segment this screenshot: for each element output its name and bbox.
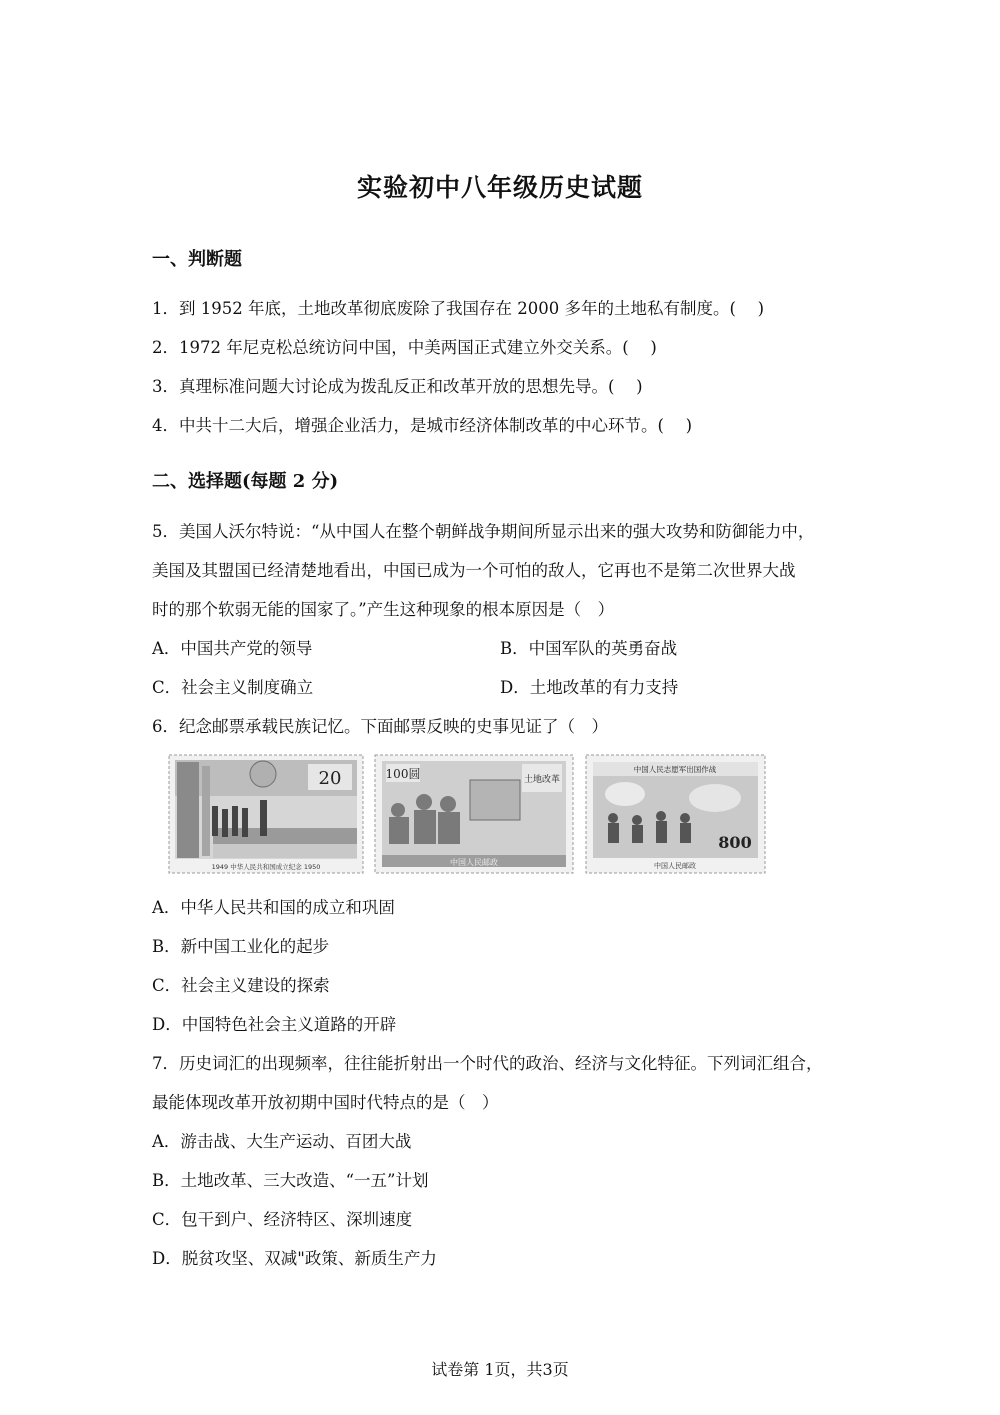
question-5-line-2: 美国及其盟国已经清楚地看出，中国已成为一个可怕的敌人，它再也不是第二次世界大战 xyxy=(152,561,796,580)
stamp-3-caption: 中国人民邮政 xyxy=(654,862,696,870)
stamp-1-caption: 1949 中华人民共和国成立纪念 1950 xyxy=(211,863,321,871)
q7-option-c: C．包干到户、经济特区、深圳速度 xyxy=(152,1210,413,1229)
question-7-line-2: 最能体现改革开放初期中国时代特点的是（ ） xyxy=(152,1093,499,1112)
q7-option-d: D．脱贫攻坚、双减"政策、新质生产力 xyxy=(152,1249,437,1268)
page-footer: 试卷第 1页，共3页 xyxy=(431,1360,569,1379)
question-2: 2．1972 年尼克松总统访问中国，中美两国正式建立外交关系。( ) xyxy=(152,338,657,357)
founding-ceremony-stamp xyxy=(168,754,364,874)
stamp-3-value: 800 xyxy=(718,833,752,852)
stamp-3-banner: 中国人民志愿军出国作战 xyxy=(633,765,717,774)
question-6-stem: 6．纪念邮票承载民族记忆。下面邮票反映的史事见证了（ ） xyxy=(152,717,608,736)
question-3: 3．真理标准问题大讨论成为拨乱反正和改革开放的思想先导。( ) xyxy=(152,377,643,396)
q6-option-a: A．中华人民共和国的成立和巩固 xyxy=(152,898,395,917)
land-reform-stamp xyxy=(374,754,574,874)
q5-option-c: C．社会主义制度确立 xyxy=(152,678,314,697)
stamp-1-value: 20 xyxy=(318,768,342,789)
q6-option-c: C．社会主义建设的探索 xyxy=(152,976,330,995)
q5-option-a: A．中国共产党的领导 xyxy=(152,639,313,658)
question-5-line-1: 5．美国人沃尔特说：“从中国人在整个朝鲜战争期间所显示出来的强大攻势和防御能力中， xyxy=(152,522,815,541)
page-title: 实验初中八年级历史试题 xyxy=(356,173,643,202)
question-5-line-3: 时的那个软弱无能的国家了。”产生这种现象的根本原因是（ ） xyxy=(152,600,615,619)
q6-option-d: D．中国特色社会主义道路的开辟 xyxy=(152,1015,397,1034)
q5-option-b: B．中国军队的英勇奋战 xyxy=(500,639,678,658)
q5-option-d: D．土地改革的有力支持 xyxy=(500,678,679,697)
section-1-heading: 一、判断题 xyxy=(152,249,242,270)
stamp-2-corner: 土地改革 xyxy=(523,775,561,785)
stamp-images xyxy=(168,754,768,876)
volunteer-army-stamp xyxy=(585,754,766,874)
question-1: 1．到 1952 年底，土地改革彻底废除了我国存在 2000 多年的土地私有制度。( ) xyxy=(152,299,765,318)
q7-option-a: A．游击战、大生产运动、百团大战 xyxy=(152,1132,412,1151)
question-7-line-1: 7．历史词汇的出现频率，往往能折射出一个时代的政治、经济与文化特征。下列词汇组合， xyxy=(152,1054,823,1073)
q7-option-b: B．土地改革、三大改造、“一五”计划 xyxy=(152,1171,429,1190)
question-4: 4．中共十二大后，增强企业活力，是城市经济体制改革的中心环节。( ) xyxy=(152,416,693,435)
section-2-heading: 二、选择题(每题 2 分) xyxy=(152,471,339,492)
stamp-2-caption: 中国人民邮政 xyxy=(450,858,498,867)
stamp-2-value: 100圆 xyxy=(385,767,421,781)
q6-option-b: B．新中国工业化的起步 xyxy=(152,937,330,956)
